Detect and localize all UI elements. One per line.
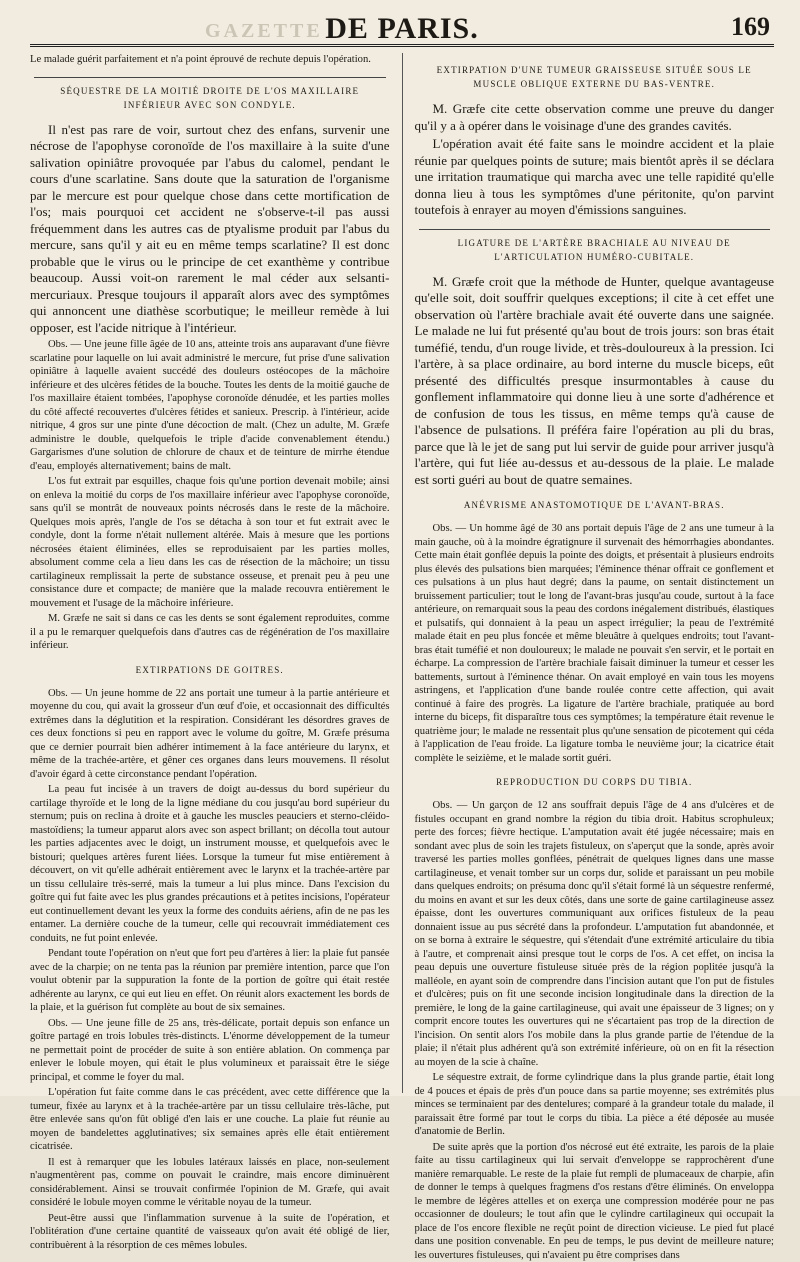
observation-paragraph: Obs. — Une jeune fille âgée de 10 ans, atteinte trois ans auparavant d'une fièvre scarlatine pour laquelle on lui avait administré le mercure, fut prise d'une salivation opiniâtre à laquelle avaient succédé des douleurs ostéocopes de la mâchoire inférieure et des ulcères fétides de la bouche. Toutes les dents de la moitié gauche de l'os maxillaire étaient tombées, l'apophyse coronoïde dénudée, et les parties molles du côté affecté recouvertes d'ulcères fétides et sanieux. Prescrip. à l'intérieur, acide nitrique, 4 gros sur une pinte d'une décoction de malt. (Chez un adulte, M. Græfe administre le double, quelquefois le triple d'acide convenablement étendu.) Gargarismes d'une solution de chlorure de chaux et de teinture de mirrhe étendue d'eau, employés alternativement; bains de malt. — [30, 338, 390, 473]
observation-paragraph: M. Græfe ne sait si dans ce cas les dents se sont également reproduites, comme il a pu le remarquer quelquefois dans d'autres cas de régénération de l'os maxillaire inférieur. — [30, 612, 390, 653]
section-title-anevrisme: ANÉVRISME ANASTOMOTIQUE DE L'AVANT-BRAS. — [419, 498, 771, 512]
paragraph: M. Græfe croit que la méthode de Hunter, quelque avantageuse qu'elle soit, doit souffrir quelques exceptions; il cite à cet effet une observation où l'artère brachiale avait été ouverte dans une saignée. Le malade ne lui fut présenté qu'au bout de trois jours: son bras était tuméfié, tendu, d'un rouge livide, et très-douloureux à la pression. Ici l'artère, à sa place ordinaire, au bord interne du muscle biceps, eût présenté des difficultés presque insurmontables à cause du gonflement inflammatoire qui donne lieu à une sorte d'adhérence et de confusion de tous les tissus, en même temps qu'à cause de l'absence de pulsations. Il préféra faire l'opération au pli du bras, parce que là le jet de sang put lui servir de guide pour arriver jusqu'à l'artère, qui fut liée au-dessus et au-dessous de la plaie. Le malade est sorti guéri au bout de quatre semaines. — [415, 274, 775, 489]
columns — [30, 53, 774, 1093]
observation-paragraph: Obs. — Une jeune fille de 25 ans, très-délicate, portait depuis son enfance un goître partagé en trois lobules très-distincts. L'énorme développement de la tumeur ne permettait point de procéder de suite à son entière ablation. On commença par enlever le lobule moyen, qui était le plus volumineux et paraissait être le siége principal, et comme le foyer du mal. — [30, 1017, 390, 1085]
section-title-goitres: EXTIRPATIONS DE GOITRES. — [34, 663, 386, 677]
section-title-ligature: LIGATURE DE L'ARTÈRE BRACHIALE AU NIVEAU DE L'ARTICULATION HUMÉRO-CUBITALE. — [419, 229, 771, 264]
page-title: DE PARIS. — [30, 12, 774, 46]
paragraph: Il n'est pas rare de voir, surtout chez des enfans, survenir une nécrose de l'apophyse coronoïde de l'os maxillaire à la suite d'une salivation opiniâtre provoquée par l'abus du calomel, pendant le cours d'une scarlatine. Sans doute que la saturation de l'organisme par le mercure est pour quelque chose dans cette mortification de l'os; mais pourquoi cet accident ne s'observe-t-il pas aussi fréquemment dans les autres cas de ptyalisme produit par l'abus du mercure, sans qu'il y ait eu en même temps scarlatine? Il est donc probable que le virus ou le principe de cet exanthème y contribue beaucoup. Aussi voit-on rarement le mal céder aux selsanti-mercuriaux. Presque toujours il apparaît alors avec des symptômes qui annoncent une diathèse scorbutique; le meilleur remède à lui opposer, est l'acide nitrique à l'intérieur. — [30, 122, 390, 337]
observation-paragraph: Pendant toute l'opération on n'eut que fort peu d'artères à lier: la plaie fut pansée avec de la charpie; on ne tenta pas la réunion par première intention, parce que l'on voulut obtenir par la suppuration la fonte de la portion de goître qui était restée adhérente au larynx, ce qui eut lieu en effet. On réunit alors exactement les bords de la plaie, et la guérison fut complète au bout de six semaines. — [30, 947, 390, 1015]
left-column — [30, 53, 390, 1093]
observation-paragraph: Obs. — Un homme âgé de 30 ans portait depuis l'âge de 2 ans une tumeur à la main gauche, où à la moindre égratignure il survenait des hémorrhagies abondantes. Cette main était gonflée depuis la pointe des doigts, et présentait à plusieurs endroits plus élevés des pulsations bien marquées; l'éminence thénar offrait ce gonflement et ces pulsations à un plus haut degré; dans la paume, on sentait distinctement un bruissement particulier; tout le long de l'avant-bras jusqu'au coude, surtout à la face antérieure, on remarquait sous la peau des cordons inégalement distribués, élastiques et pulsatifs, qui donnaient à la peau un aspect irrégulier; la peau de l'extrémité malade était en peu plus foncée et même bleuâtre à quelques endroits; tout l'avant-bras était tuméfié et non douloureux; le malade ne pouvait s'en servir, et le portait en écharpe. La compression de l'artère brachiale faisait diminuer la tumeur et cesser les battements, surtout à l'éminence thénar. On avait employé en vain tous les moyens astringens, et l'application d'une bande roulée contre cette affection, qui avait continué à faire des progrès. La ligature de l'artère brachiale, pratiquée au bord interne du biceps, fit disparaître tous ces symptômes; la température était revenue le quatrième jour; le malade ne ressentait plus qu'une sensation de picotement qui céda à l'application de l'eau froide. La ligature tomba le neuvième jour; la cicatrice était complète le seizième, et le malade sortit guéri. — [415, 522, 775, 765]
section-title-sequestre: SÉQUESTRE DE LA MOITIÉ DROITE DE L'OS MAXILLAIRE INFÉRIEUR AVEC SON CONDYLE. — [34, 77, 386, 112]
observation-paragraph: Obs. — Un jeune homme de 22 ans portait une tumeur à la partie antérieure et moyenne du cou, qui avait la grosseur d'un œuf d'oie, et occasionnait des difficultés extrêmes dans la déglutition et la respiration. Considérant les désordres graves de ces deux fonctions si peu en rapport avec le volume du goître, M. Græfe présuma que ce dernier pourrait bien adhérer intimement à la face antérieure du larynx, et même de la trachée-artère, et gêner ces organes dans leurs mouvemens. Il résolut d'avoir égard à cette circonstance pendant l'opération. — [30, 687, 390, 782]
observation-paragraph: Peut-être aussi que l'inflammation survenue à la suite de l'opération, et l'oblitération d'une certaine quantité de vaisseaux qu'on avait été obligé de lier, contribuèrent à la résorption de ces mêmes lobules. — [30, 1212, 390, 1253]
paragraph: L'opération avait été faite sans le moindre accident et la plaie réunie par quelques points de suture; mais bientôt après il se déclara une irritation traumatique qui marcha avec une telle rapidité qu'elle donna lieu à tous les symptômes d'une péritonite, qu'on parvint toutefois à enrayer au moyen d'émissions sanguines. — [415, 136, 775, 219]
observation-paragraph: De suite après que la portion d'os nécrosé eut été extraite, les parois de la plaie faite au tissu cartilagineux qui lui servait d'enveloppe se rapprochèrent d'une manière remarquable. Le reste de la plaie fut rempli de plumaceaux de charpie, afin de donner le temps à quelques fragmens d'os restans d'être éliminés. On enveloppa le membre de légères attelles et on exerça une compression modérée pour ne pas occasionner de douleurs; le tout afin que le cylindre cartilagineux qui occupait la place de l'os encore flexible ne reçût point de direction vicieuse. Le pied fut placé dans une position convenable. En peu de temps, le pus devint de meilleure nature; les ouvertures fistuleuses, qui n'avaient pu être comprises dans — [415, 1141, 775, 1262]
intro-line: Le malade guérit parfaitement et n'a point éprouvé de rechute depuis l'opération. — [30, 53, 390, 67]
observation-paragraph: Le séquestre extrait, de forme cylindrique dans la plus grande partie, était long de 4 pouces et épais de près d'un pouce dans sa partie moyenne; ses extrémités plus minces se terminaient par des dentelures; comparé à la grandeur totale du malade, il paraissait être formé par tout le corps du tibia. La pièce a été déposée au musée d'anatomie de Berlin. — [415, 1071, 775, 1139]
paragraph: M. Græfe cite cette observation comme une preuve du danger qu'il y a à opérer dans le voisinage d'une des grandes cavités. — [415, 101, 775, 134]
faded-masthead: GAZETTE — [205, 20, 323, 43]
observation-paragraph: La peau fut incisée à un travers de doigt au-dessus du bord supérieur du cartilage thyroïde et le long de la ligne médiane du cou jusqu'au bord supérieur du sternum; puis on reclina à droite et à gauche les muscles peauciers et sterno-cléido-mastoïdiens; la tumeur apparut alors avec son aspect brillant; on décolla tout autour les parties adjacentes avec le doigt, un instrument mousse, et quelquefois avec le bistouri; quelques artères furent liées. Lorsque la tumeur fut mise entièrement à découvert, on vit qu'elle adhérait entièrement avec le larynx et la trachée-artère par un tissu cellulaire très-serré, mais la tumeur a lui plus mince. Dans l'excision du goître qui fut faite avec les plus grandes précautions et à petites incisions, l'opérateur eut continuellement devant les yeux la forme des conduits aériens, afin de ne pas les entamer. La dernière couche de la tumeur, celle qui recouvrait immédiatement ces conduits, ne fut point enlevée. — [30, 783, 390, 945]
section-title-tumeur-graisseuse: EXTIRPATION D'UNE TUMEUR GRAISSEUSE SITUÉE SOUS LE MUSCLE OBLIQUE EXTERNE DU BAS-VENTRE. — [419, 63, 771, 91]
observation-paragraph: Il est à remarquer que les lobules latéraux laissés en place, non-seulement n'augmentèrent pas, comme on pouvait le craindre, mais encore diminuèrent considérablement. Ainsi se trouvait confirmée l'opinion de M. Græfe, qui avait considéré le lobule moyen comme le véritable noyau de la tumeur. — [30, 1156, 390, 1210]
observation-paragraph: L'os fut extrait par esquilles, chaque fois qu'une portion devenait mobile; ainsi on enleva la moitié du corps de l'os maxillaire inférieur avec l'apophyse coronoïde, sans qu'il se montrât de nouveaux points nécrosés dans le reste de la mâchoire. Quelques mois après, l'angle de l'os se détacha à son tour et fut extrait avec le condyle, dont la forme n'était nullement altérée. Mais à mesure que les portions nécrosées étaient éliminées, elles se reproduisaient par les parties molles, absolument comme cela a lieu dans les cas de résection de la mâchoire; un tissu cartilagineux remplissait la perte de substance osseuse, et prenait peu à peu une consistance dure et compacte; de manière que la malade recouvra entièrement le mouvement et l'usage de la mâchoire inférieure. — [30, 475, 390, 610]
section-title-tibia: REPRODUCTION DU CORPS DU TIBIA. — [419, 775, 771, 789]
column-divider — [402, 53, 403, 1093]
right-column — [415, 53, 775, 1093]
page-header — [30, 10, 774, 47]
page-number: 169 — [731, 12, 770, 42]
observation-paragraph: L'opération fut faite comme dans le cas précédent, avec cette différence que la tumeur, fixée au larynx et à la trachée-artère par un tissu cellulaire très-lâche, put être enlevée sans qu'on fût obligé d'en lais er une couche. La plaie fut réunie au moyen de bandelettes agglutinatives; six semaines après elle était entièrement cicatrisée. — [30, 1086, 390, 1154]
observation-paragraph: Obs. — Un garçon de 12 ans souffrait depuis l'âge de 4 ans d'ulcères et de fistules occupant en grand nombre la région du tibia droit. Habitus scrophuleux; perte des forces; fièvre hectique. L'amputation avait été jugée nécessaire; mais en sondant avec plus de soin les trajets fistuleux, on s'aperçut que la sonde, après avoir traversé les parties molles gonflées, pénétrait de quelques lignes dans une masse cartilagineuse, et venait tomber sur un corps dur, solide et paraissant un peu mobile dans quelques endroits; on présuma donc qu'il s'était formé là un séquestre renfermé, du moins en avant et sur les deux côtés, dans une sorte de gaine cartilagineuse assez épaisse, dont les ouvertures communiquant aux orifices fistuleux de la peau donnaient issue au pus sécrété dans la profondeur. L'amputation fut abandonnée, et on se borna à extraire le séquestre, qui s'étendait d'une extrémité articulaire du tibia à l'autre, et comprenait ainsi presque tout le corps de l'os. A cet effet, on incisa la peau depuis une ouverture fistuleuse située près de la région poplitée jusqu'à la malléole, en ayant soin de comprendre dans l'incision autant que l'on put de fistules et d'ulcères; puis on fit une seconde incision longitudinale dans la direction de la première, le long de la gaine cartilagineuse, qui avait une épaisseur de 3 lignes; on y comprit encore toutes les ouvertures qui ne s'écartaient pas trop de la direction de l'incision. On sentit alors l'os mobile dans la plus grande partie de l'étendue de la plaie; il n'était plus adhérent qu'à son extrémité inférieure, où on en fit la résection au moyen de la scie à chaîne. — [415, 799, 775, 1069]
